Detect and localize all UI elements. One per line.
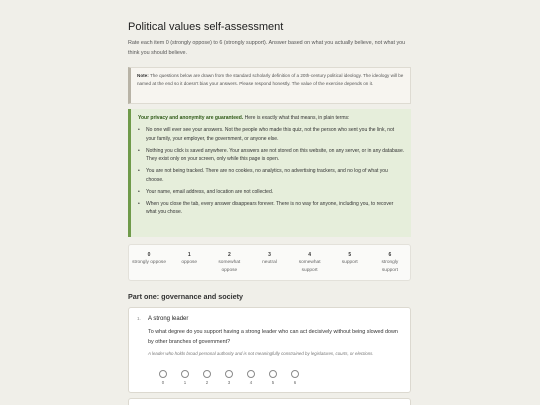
radio-label: 2	[205, 380, 209, 385]
note-box	[128, 67, 411, 104]
scale-item	[252, 251, 286, 280]
scale-label: strongly support	[381, 260, 399, 273]
privacy-lead-bold: Your privacy and anonymity are guaranteed.	[138, 115, 244, 121]
scale-item	[172, 251, 206, 280]
answer-option[interactable]	[284, 370, 306, 385]
scale-item	[373, 251, 407, 280]
answer-option[interactable]	[152, 370, 174, 385]
scale-label: somewhat support	[298, 260, 321, 273]
scale-number: 2	[227, 252, 231, 258]
radio-button[interactable]	[181, 370, 189, 378]
radio-button[interactable]	[159, 370, 167, 378]
scale-label: support	[341, 260, 358, 265]
radio-button[interactable]	[225, 370, 233, 378]
question-description: A leader who holds broad personal authority and is not meaningfully constrained by legislatures, courts, or elections.	[148, 351, 374, 356]
privacy-lead-rest: Here is exactly what that means, in plain terms:	[243, 115, 350, 121]
radio-button[interactable]	[269, 370, 277, 378]
radio-button[interactable]	[291, 370, 299, 378]
radio-label: 6	[293, 380, 297, 385]
radio-button[interactable]	[203, 370, 211, 378]
privacy-box	[128, 109, 411, 237]
privacy-lead	[138, 114, 405, 123]
scale-item	[212, 251, 246, 280]
question-text: To what degree do you support having a strong leader who can act decisively without being slowed down by other branches of government?	[148, 329, 398, 345]
answer-option[interactable]	[262, 370, 284, 385]
radio-label: 4	[249, 380, 253, 385]
radio-label: 5	[271, 380, 275, 385]
scale-number: 6	[388, 252, 392, 258]
scale-label: oppose	[181, 260, 198, 265]
privacy-item: • You are not being tracked. There are no cookies, no analytics, no advertising trackers, and no log of what you choose.	[138, 167, 405, 185]
scale-item	[132, 251, 166, 280]
privacy-item: • When you close the tab, every answer disappears forever. There is no way for anyone, including you, to recover what you chose.	[138, 200, 405, 218]
radio-label: 3	[227, 380, 231, 385]
answer-option[interactable]	[196, 370, 218, 385]
answer-option[interactable]	[174, 370, 196, 385]
scale-number: 3	[268, 252, 271, 258]
next-question-card	[128, 398, 411, 405]
scale-number: 5	[348, 252, 352, 258]
question-number: 1.	[137, 317, 142, 322]
privacy-item: • Nothing you click is saved anywhere. Your answers are not stored on this website, on any server, or in any database. They exist only on your screen, only while this page is open.	[138, 147, 405, 165]
answer-option[interactable]	[218, 370, 240, 385]
question-card	[128, 307, 411, 393]
scale-item	[333, 251, 367, 280]
scale-item	[293, 251, 327, 280]
rating-scale-legend	[128, 244, 411, 281]
privacy-item: • Your name, email address, and location are not collected.	[138, 188, 405, 197]
scale-number: 0	[147, 252, 151, 258]
note-label: Note:	[137, 73, 149, 78]
scale-number: 1	[187, 252, 191, 258]
privacy-item: • No one will ever see your answers. Not the people who made this quiz, not the person who sent you the link, not your family, your employer, the government, or anyone else.	[138, 126, 405, 144]
scale-label: neutral	[262, 260, 277, 265]
page-title: Political values self-assessment	[128, 21, 284, 33]
page-intro: Rate each item 0 (strongly oppose) to 6 (strongly support). Answer based on what you actually believe, not what you think you should believe.	[128, 40, 406, 56]
note-text: The questions below are drawn from the standard scholarly definition of a 20th-century political ideology. The ideology will be named at the end so it doesn't bias your answers. Please respond honestly. The value of the exercise depends on it.	[137, 73, 404, 87]
privacy-list	[138, 126, 405, 217]
answer-option[interactable]	[240, 370, 262, 385]
scale-number: 4	[308, 252, 312, 258]
scale-label: somewhat oppose	[218, 260, 241, 273]
radio-button[interactable]	[247, 370, 255, 378]
scale-label: strongly oppose	[132, 260, 166, 265]
answer-options	[152, 370, 306, 385]
question-title: A strong leader	[148, 316, 189, 322]
radio-label: 1	[183, 380, 187, 385]
radio-label: 0	[161, 380, 165, 385]
section-title: Part one: governance and society	[128, 292, 244, 301]
